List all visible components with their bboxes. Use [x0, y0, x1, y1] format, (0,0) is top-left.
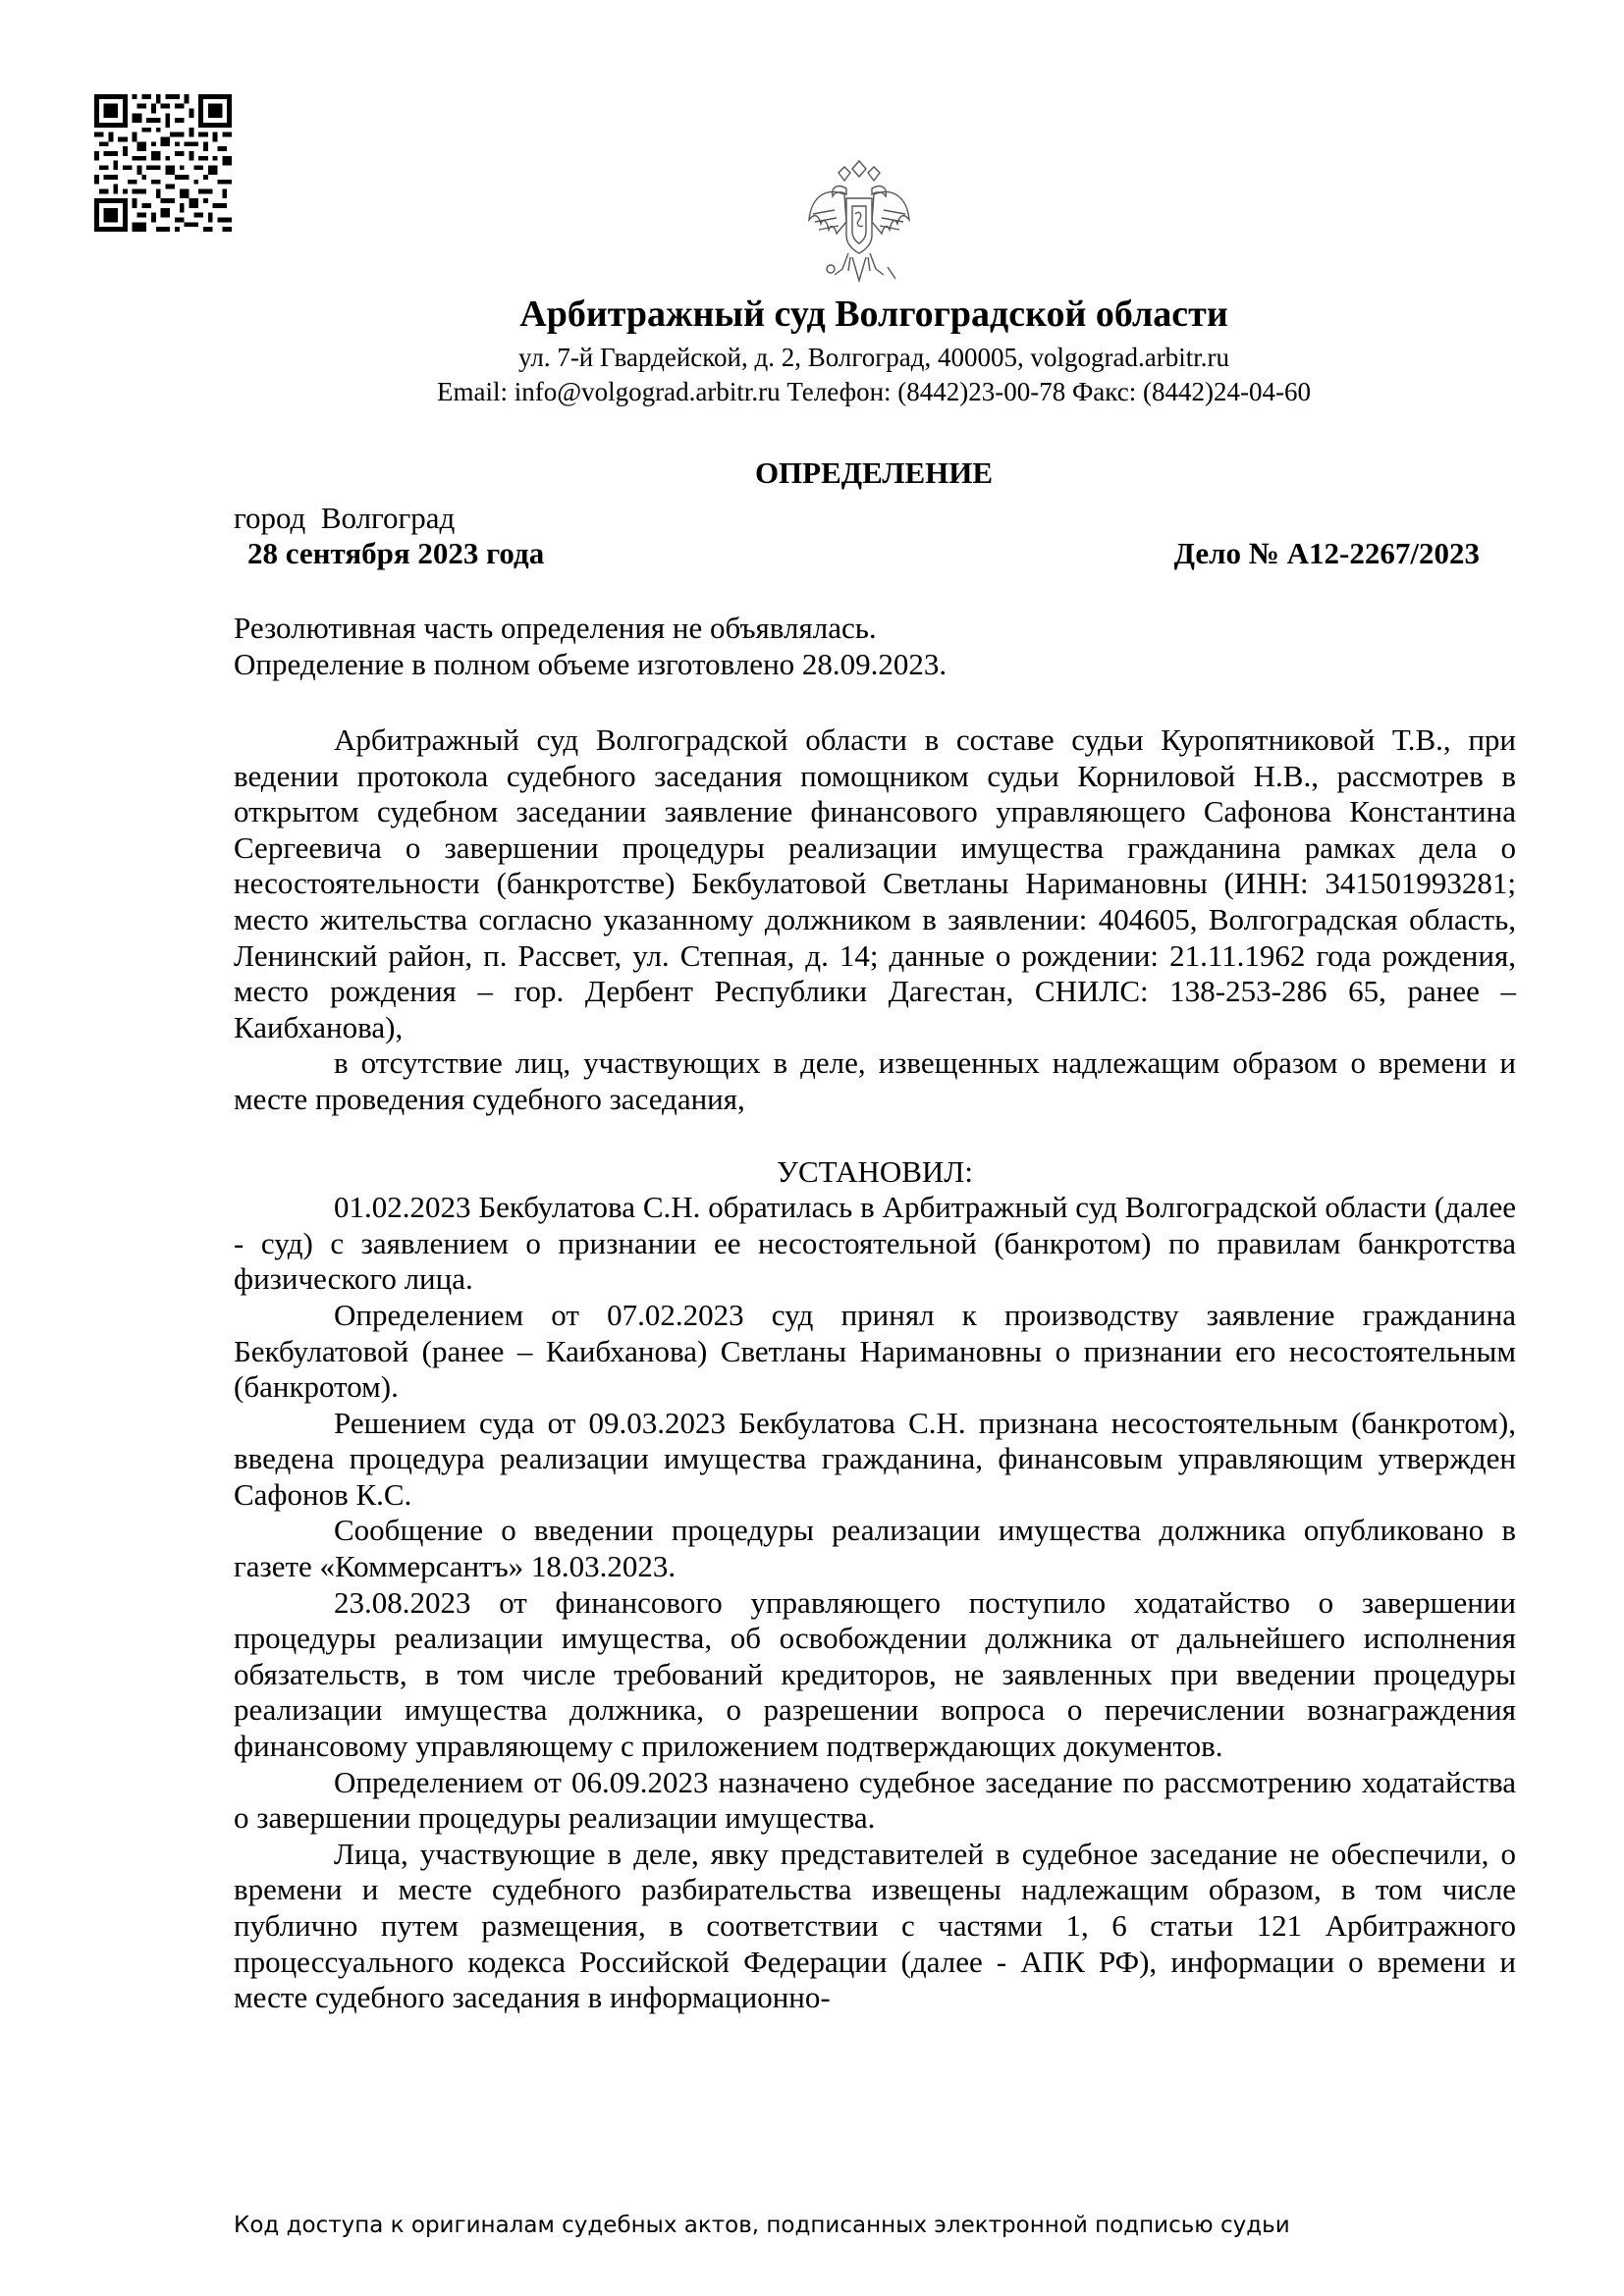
case-number: Дело № А12-2267/2023	[1173, 536, 1480, 570]
document-title: ОПРЕДЕЛЕНИЕ	[754, 455, 994, 490]
court-name: Арбитражный суд Волгоградской области	[519, 294, 1228, 335]
document-body	[234, 722, 1516, 2016]
paragraph-6: Определением от 06.09.2023 назначено судебное заседание по рассмотрению ходатайства о завершении процедуры реализации имущества.	[234, 1764, 1516, 1836]
court-contacts: Email: info@volgograd.arbitr.ru Телефон: (8442)23-00-78 Факс: (8442)24-04-60	[437, 377, 1311, 406]
paragraph-7: Лица, участвующие в деле, явку представителей в судебное заседание не обеспечили, о времени и месте судебного разбирательства извещены надлежащим образом, в том числе публично путем размещения, в соответствии с частями 1, 6 статьи 121 Арбитражного процессуального кодекса Российской Федерации (далее - АПК РФ), информации о времени и месте судебного заседания в информационно-	[234, 1836, 1516, 2015]
court-address: ул. 7-й Гвардейской, д. 2, Волгоград, 400005, volgograd.arbitr.ru	[518, 343, 1229, 372]
paragraph-2: Определением от 07.02.2023 суд принял к производству заявление гражданина Бекбулатовой (ранее – Каибханова) Светланы Наримановны о признании его несостоятельным (банкротом).	[234, 1297, 1516, 1405]
city-line: город Волгоград	[234, 501, 456, 535]
footer-access-code-note: Код доступа к оригиналам судебных актов, подписанных электронной подписью судьи	[234, 2213, 1290, 2238]
note-full-text-date: Определение в полном объеме изготовлено 28.09.2023.	[234, 647, 947, 681]
section-heading: УСТАНОВИЛ:	[777, 1153, 973, 1189]
paragraph-intro: Арбитражный суд Волгоградской области в составе судьи Куропятниковой Т.В., при ведении протокола судебного заседания помощником судьи Корниловой Н.В., рассмотрев в открытом судебном заседании заявление финансового управляющего Сафонова Константина Сергеевича о завершении процедуры реализации имущества гражданина рамках дела о несостоятельности (банкротстве) Бекбулатовой Светланы Наримановны (ИНН: 341501993281; место жительства согласно указанному должником в заявлении: 404605, Волгоградская область, Ленинский район, п. Рассвет, ул. Степная, д. 14; данные о рождении: 21.11.1962 года рождения, место рождения – гор. Дербент Республики Дагестан, СНИЛС: 138-253-286 65, ранее – Каибханова),	[234, 722, 1516, 1044]
paragraph-absence: в отсутствие лиц, участвующих в деле, извещенных надлежащим образом о времени и месте проведения судебного заседания,	[234, 1045, 1516, 1116]
coat-of-arms-emblem	[805, 159, 913, 285]
paragraph-3: Решением суда от 09.03.2023 Бекбулатова С.Н. признана несостоятельным (банкротом), введена процедура реализации имущества гражданина, финансовым управляющим утвержден Сафонов К.С.	[234, 1405, 1516, 1512]
document-date: 28 сентября 2023 года	[247, 536, 545, 570]
paragraph-5: 23.08.2023 от финансового управляющего поступило ходатайство о завершении процедуры реализации имущества, об освобождении должника от дальнейшего исполнения обязательств, в том числе требований кредиторов, не заявленных при введении процедуры реализации имущества должника, о разрешении вопроса о перечислении вознаграждения финансовому управляющему с приложением подтверждающих документов.	[234, 1584, 1516, 1764]
paragraph-1: 01.02.2023 Бекбулатова С.Н. обратилась в Арбитражный суд Волгоградской области (далее - суд) с заявлением о признании ее несостоятельной (банкротом) по правилам банкротства физического лица.	[234, 1190, 1516, 1297]
qr-code	[94, 94, 232, 232]
paragraph-4: Сообщение о введении процедуры реализации имущества должника опубликовано в газете «Коммерсантъ» 18.03.2023.	[234, 1513, 1516, 1584]
note-resolution: Резолютивная часть определения не объявлялась.	[234, 611, 877, 645]
